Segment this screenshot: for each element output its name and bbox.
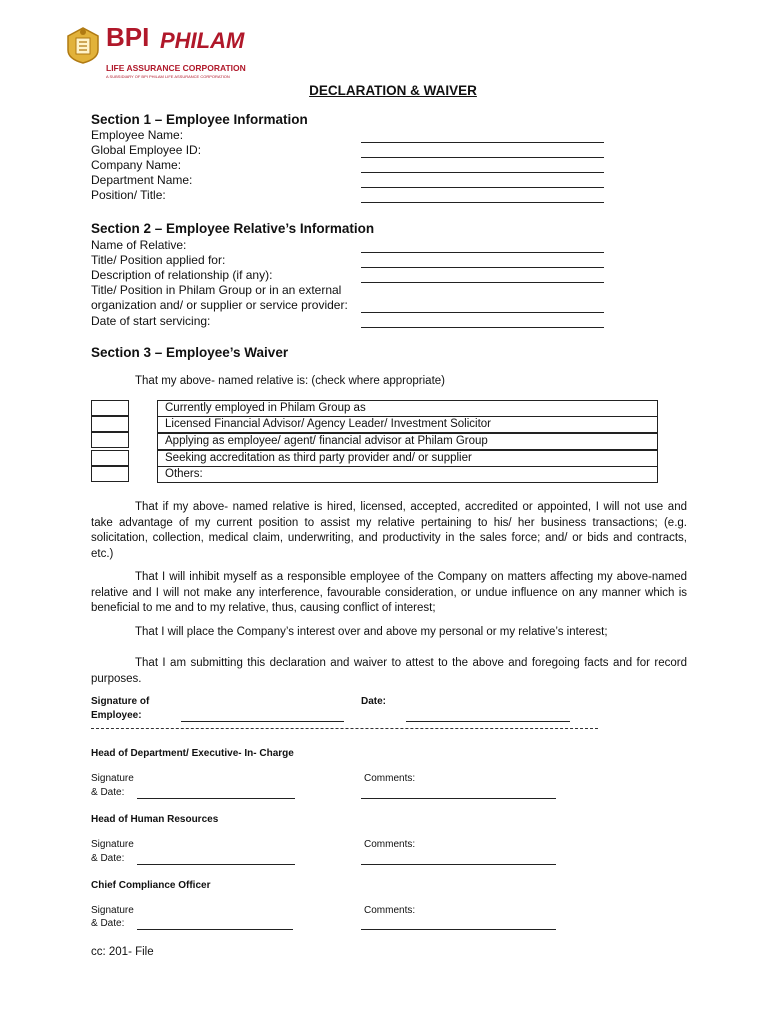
comments-label: Comments: bbox=[364, 905, 416, 916]
position-title-line[interactable] bbox=[361, 202, 604, 203]
position-applied-line[interactable] bbox=[361, 267, 604, 268]
option-checkbox[interactable] bbox=[91, 432, 129, 448]
option-checkbox[interactable] bbox=[91, 416, 129, 432]
field-label: Position/ Title: bbox=[91, 188, 166, 202]
brand-philam: PHILAM bbox=[160, 28, 245, 53]
field-label: Description of relationship (if any): bbox=[91, 268, 273, 282]
option-label: Applying as employee/ agent/ financial advisor at Philam Group bbox=[157, 433, 658, 450]
option-label: Seeking accreditation as third party provider and/ or supplier bbox=[157, 450, 658, 467]
bpi-crest-icon bbox=[64, 24, 102, 64]
field-label: organization and/ or supplier or service provider: bbox=[91, 298, 348, 312]
dept-head-signature-line[interactable] bbox=[137, 798, 295, 799]
approval-heading: Chief Compliance Officer bbox=[91, 880, 211, 891]
approval-sig-label: Signature bbox=[91, 773, 134, 784]
dept-head-comments-line[interactable] bbox=[361, 798, 556, 799]
footer-cc: cc: 201- File bbox=[91, 946, 154, 958]
field-label: Company Name: bbox=[91, 158, 182, 172]
option-checkbox[interactable] bbox=[91, 400, 129, 416]
hr-head-comments-line[interactable] bbox=[361, 864, 556, 865]
employee-signature-label-2: Employee: bbox=[91, 710, 142, 721]
corp-name: LIFE ASSURANCE CORPORATION bbox=[106, 63, 246, 73]
employee-signature-label: Signature of bbox=[91, 696, 150, 707]
comments-label: Comments: bbox=[364, 773, 416, 784]
comments-label: Comments: bbox=[364, 839, 416, 850]
cco-comments-line[interactable] bbox=[361, 929, 556, 930]
separator-dashes bbox=[91, 728, 598, 729]
corp-tagline: A SUBSIDIARY OF BPI PHILAM LIFE ASSURANCE CORPORATION bbox=[106, 74, 230, 79]
employee-signature-line[interactable] bbox=[181, 721, 344, 722]
field-label: Name of Relative: bbox=[91, 238, 187, 252]
approval-date-label: & Date: bbox=[91, 787, 125, 798]
start-date-line[interactable] bbox=[361, 327, 604, 328]
waiver-paragraph: That I will place the Company’s interest over and above my personal or my relative’s interest; bbox=[135, 626, 608, 638]
option-label: Licensed Financial Advisor/ Agency Leader/ Investment Solicitor bbox=[157, 416, 658, 433]
cco-signature-line[interactable] bbox=[137, 929, 293, 930]
hr-head-signature-line[interactable] bbox=[137, 864, 295, 865]
approval-date-label: & Date: bbox=[91, 853, 125, 864]
field-label: Date of start servicing: bbox=[91, 314, 211, 328]
position-philam-line[interactable] bbox=[361, 312, 604, 313]
field-label: Global Employee ID: bbox=[91, 143, 202, 157]
option-label: Others: bbox=[157, 466, 658, 483]
waiver-paragraph: That I am submitting this declaration and waiver to attest to the above and foregoing facts and for record purposes. bbox=[91, 657, 687, 685]
approval-sig-label: Signature bbox=[91, 839, 134, 850]
date-label: Date: bbox=[361, 696, 387, 707]
section2-heading: Section 2 – Employee Relative’s Information bbox=[91, 221, 375, 236]
option-checkbox[interactable] bbox=[91, 450, 129, 466]
document-title: DECLARATION & WAIVER bbox=[309, 83, 477, 98]
approval-heading: Head of Department/ Executive- In- Charge bbox=[91, 748, 294, 759]
brand-bpi: BPI bbox=[106, 22, 150, 52]
waiver-paragraph: That I will inhibit myself as a responsible employee of the Company on matters affecting my above-named relative and I will not make any interference, favourable consideration, or undue influence on any manner which is beneficial to me and to my relative, thus, causing conflict of interest; bbox=[91, 571, 687, 614]
field-label: Department Name: bbox=[91, 173, 193, 187]
approval-heading: Head of Human Resources bbox=[91, 814, 219, 825]
employee-name-line[interactable] bbox=[361, 142, 604, 143]
waiver-paragraph: That if my above- named relative is hired, licensed, accepted, accredited or appointed, I will not use and take advantage of my current position to assist my relative pertaining to his/ her business transactions; (e.g. solicitation, collection, medical claim, underwriting, and productivity in the sales force; and/ or bids and contracts, etc.) bbox=[91, 501, 687, 560]
field-label: Title/ Position applied for: bbox=[91, 253, 226, 267]
company-name-line[interactable] bbox=[361, 172, 604, 173]
option-label: Currently employed in Philam Group as bbox=[157, 400, 658, 417]
field-label: Title/ Position in Philam Group or in an external bbox=[91, 283, 342, 297]
employee-date-line[interactable] bbox=[406, 721, 570, 722]
relationship-line[interactable] bbox=[361, 282, 604, 283]
waiver-intro: That my above- named relative is: (check where appropriate) bbox=[135, 375, 446, 387]
field-label: Employee Name: bbox=[91, 128, 184, 142]
section1-heading: Section 1 – Employee Information bbox=[91, 112, 308, 127]
approval-sig-label: Signature bbox=[91, 905, 134, 916]
employee-id-line[interactable] bbox=[361, 157, 604, 158]
option-checkbox[interactable] bbox=[91, 466, 129, 482]
department-name-line[interactable] bbox=[361, 187, 604, 188]
section3-heading: Section 3 – Employee’s Waiver bbox=[91, 345, 289, 360]
relative-name-line[interactable] bbox=[361, 252, 604, 253]
approval-date-label: & Date: bbox=[91, 918, 125, 929]
